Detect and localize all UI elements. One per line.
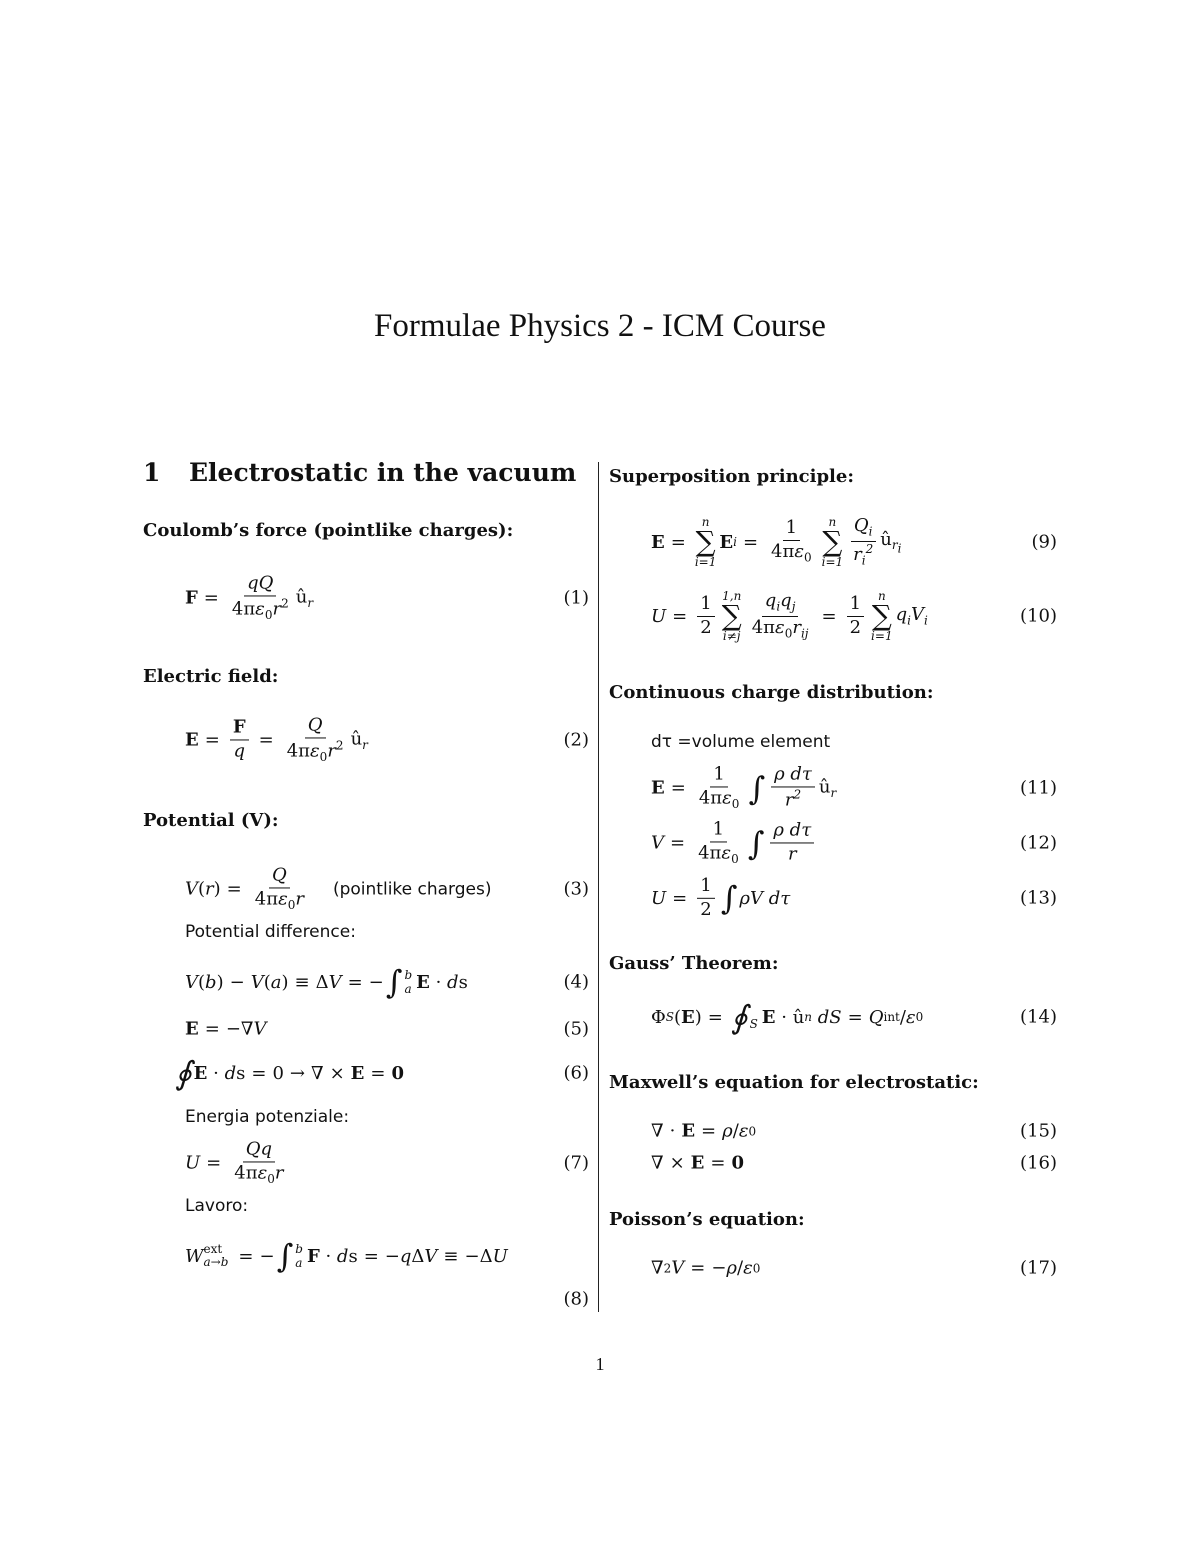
section-title: Electrostatic in the vacuum: [189, 458, 577, 487]
section-heading: [143, 458, 576, 487]
equation-number: (3): [563, 878, 589, 900]
equation-number: (9): [1031, 531, 1057, 553]
equation-number: (15): [1020, 1120, 1057, 1142]
page-number: 1: [595, 1354, 605, 1374]
potential-difference-label: Potential difference:: [185, 922, 356, 942]
column-divider: [598, 462, 599, 1312]
equation-number: (5): [563, 1018, 589, 1040]
field-heading: Electric field:: [143, 666, 279, 687]
equation-number: (17): [1020, 1257, 1057, 1279]
equation-number: (14): [1020, 1006, 1057, 1028]
poisson-heading: Poisson’s equation:: [609, 1209, 805, 1230]
equation-number: (2): [563, 729, 589, 751]
equation-number: (11): [1020, 777, 1057, 799]
equation-number: (13): [1020, 887, 1057, 909]
equation-number: (4): [563, 971, 589, 993]
equation-number: (1): [563, 587, 589, 609]
coulomb-heading: Coulomb’s force (pointlike charges):: [143, 520, 514, 541]
superposition-heading: Superposition principle:: [609, 466, 854, 487]
continuous-heading: Continuous charge distribution:: [609, 682, 934, 703]
section-number: 1: [143, 458, 161, 487]
potential-heading: Potential (V):: [143, 810, 279, 831]
equation-number: (16): [1020, 1152, 1057, 1174]
equation-number: (7): [563, 1152, 589, 1174]
maxwell-heading: Maxwell’s equation for electrostatic:: [609, 1072, 979, 1093]
equation-number: (6): [563, 1062, 589, 1084]
page-title: Formulae Physics 2 - ICM Course: [374, 308, 826, 344]
equation-number: (10): [1020, 605, 1057, 627]
gauss-heading: Gauss’ Theorem:: [609, 953, 779, 974]
equation-number: (8): [563, 1288, 589, 1310]
energia-potenziale-label: Energia potenziale:: [185, 1107, 350, 1127]
volume-element-label: dτ =volume element: [651, 732, 831, 752]
pointlike-note: (pointlike charges): [332, 878, 492, 899]
lavoro-label: Lavoro:: [185, 1196, 249, 1216]
equation-number: (12): [1020, 832, 1057, 854]
